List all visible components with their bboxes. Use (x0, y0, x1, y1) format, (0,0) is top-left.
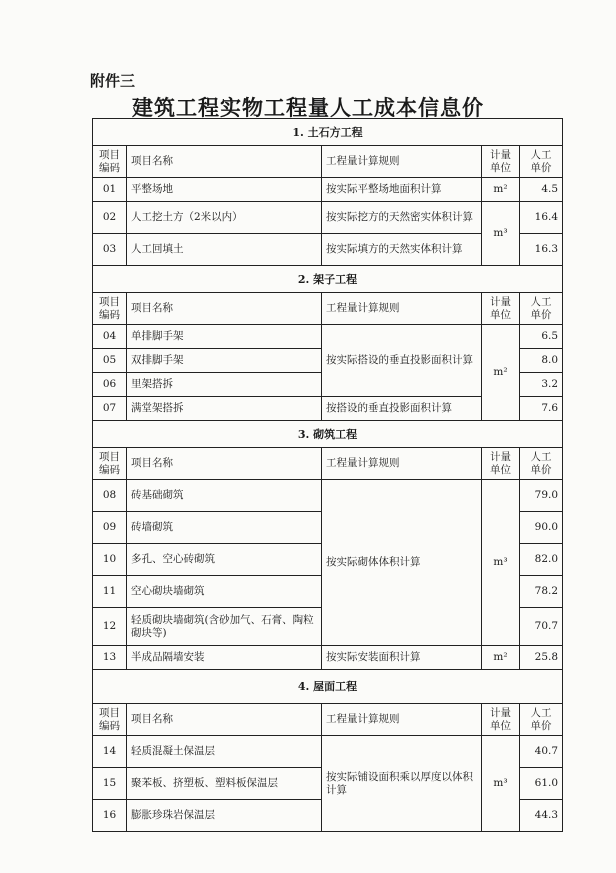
item-code: 04 (93, 325, 127, 349)
header-rule: 工程量计算规则 (322, 448, 482, 480)
header-unit: 计量 单位 (482, 146, 520, 178)
item-code: 03 (93, 234, 127, 266)
item-rule: 按实际填方的天然实体积计算 (322, 234, 482, 266)
item-unit: m² (482, 325, 520, 421)
header-code: 项目 编码 (93, 293, 127, 325)
table-row (93, 325, 563, 349)
annex-label: 附件三 (90, 72, 136, 90)
item-code: 13 (93, 646, 127, 670)
item-name: 砖墙砌筑 (127, 512, 322, 544)
item-code: 02 (93, 202, 127, 234)
page-title: 建筑工程实物工程量人工成本信息价 (132, 95, 484, 120)
item-name: 单排脚手架 (127, 325, 322, 349)
item-price: 25.8 (520, 646, 563, 670)
item-name: 轻质混凝土保温层 (127, 736, 322, 768)
item-rule: 按实际搭设的垂直投影面积计算 (322, 325, 482, 397)
header-code: 项目 编码 (93, 146, 127, 178)
item-unit: m³ (482, 480, 520, 646)
item-price: 16.4 (520, 202, 563, 234)
header-code: 项目 编码 (93, 704, 127, 736)
item-name: 里架搭拆 (127, 373, 322, 397)
item-name: 空心砌块墙砌筑 (127, 576, 322, 608)
item-rule: 按实际安装面积计算 (322, 646, 482, 670)
item-price: 6.5 (520, 325, 563, 349)
section-header (93, 266, 563, 293)
item-price: 3.2 (520, 373, 563, 397)
item-code: 07 (93, 397, 127, 421)
table-row (93, 736, 563, 768)
item-price: 44.3 (520, 800, 563, 832)
item-code: 05 (93, 349, 127, 373)
item-price: 82.0 (520, 544, 563, 576)
item-code: 15 (93, 768, 127, 800)
table-row (93, 480, 563, 512)
item-price: 4.5 (520, 178, 563, 202)
section-title: 3. 砌筑工程 (93, 421, 563, 448)
item-unit: m² (482, 178, 520, 202)
header-unit: 计量 单位 (482, 448, 520, 480)
item-rule: 按实际砌体体积计算 (322, 480, 482, 646)
item-code: 10 (93, 544, 127, 576)
item-rule: 按实际挖方的天然密实体积计算 (322, 202, 482, 234)
item-price: 7.6 (520, 397, 563, 421)
item-unit: m³ (482, 736, 520, 832)
item-name: 双排脚手架 (127, 349, 322, 373)
item-name: 半成品隔墙安装 (127, 646, 322, 670)
item-code: 01 (93, 178, 127, 202)
item-price: 70.7 (520, 608, 563, 646)
header-rule: 工程量计算规则 (322, 293, 482, 325)
item-name: 满堂架搭拆 (127, 397, 322, 421)
section-header (93, 119, 563, 146)
column-header-row (93, 146, 563, 178)
table-row (93, 646, 563, 670)
item-rule: 按实际平整场地面积计算 (322, 178, 482, 202)
header-unit: 计量 单位 (482, 293, 520, 325)
header-name: 项目名称 (127, 293, 322, 325)
section-title: 4. 屋面工程 (93, 670, 563, 704)
header-price: 人工 单价 (520, 293, 563, 325)
header-price: 人工 单价 (520, 448, 563, 480)
item-price: 61.0 (520, 768, 563, 800)
item-unit: m³ (482, 202, 520, 266)
item-code: 14 (93, 736, 127, 768)
item-code: 08 (93, 480, 127, 512)
section-header (93, 421, 563, 448)
header-name: 项目名称 (127, 448, 322, 480)
header-rule: 工程量计算规则 (322, 146, 482, 178)
header-code: 项目 编码 (93, 448, 127, 480)
header-rule: 工程量计算规则 (322, 704, 482, 736)
column-header-row (93, 448, 563, 480)
item-name: 人工挖土方（2米以内） (127, 202, 322, 234)
item-name: 人工回填土 (127, 234, 322, 266)
item-name: 多孔、空心砖砌筑 (127, 544, 322, 576)
section-title: 2. 架子工程 (93, 266, 563, 293)
item-price: 40.7 (520, 736, 563, 768)
section-title: 1. 土石方工程 (93, 119, 563, 146)
item-price: 79.0 (520, 480, 563, 512)
item-name: 平整场地 (127, 178, 322, 202)
item-price: 78.2 (520, 576, 563, 608)
item-name: 聚苯板、挤塑板、塑料板保温层 (127, 768, 322, 800)
header-name: 项目名称 (127, 704, 322, 736)
section-header (93, 670, 563, 704)
table-row (93, 178, 563, 202)
item-name: 砖基础砌筑 (127, 480, 322, 512)
header-unit: 计量 单位 (482, 704, 520, 736)
item-rule: 按实际铺设面积乘以厚度以体积计算 (322, 736, 482, 832)
item-code: 06 (93, 373, 127, 397)
header-price: 人工 单价 (520, 704, 563, 736)
item-price: 8.0 (520, 349, 563, 373)
item-unit: m² (482, 646, 520, 670)
table-row (93, 202, 563, 234)
item-price: 16.3 (520, 234, 563, 266)
header-name: 项目名称 (127, 146, 322, 178)
item-price: 90.0 (520, 512, 563, 544)
item-code: 11 (93, 576, 127, 608)
item-code: 12 (93, 608, 127, 646)
item-name: 轻质砌块墙砌筑(含砂加气、石膏、陶粒砌块等) (127, 608, 322, 646)
item-code: 16 (93, 800, 127, 832)
item-name: 膨胀珍珠岩保温层 (127, 800, 322, 832)
header-price: 人工 单价 (520, 146, 563, 178)
cost-table (92, 118, 563, 832)
column-header-row (93, 704, 563, 736)
item-rule: 按搭设的垂直投影面积计算 (322, 397, 482, 421)
item-code: 09 (93, 512, 127, 544)
column-header-row (93, 293, 563, 325)
